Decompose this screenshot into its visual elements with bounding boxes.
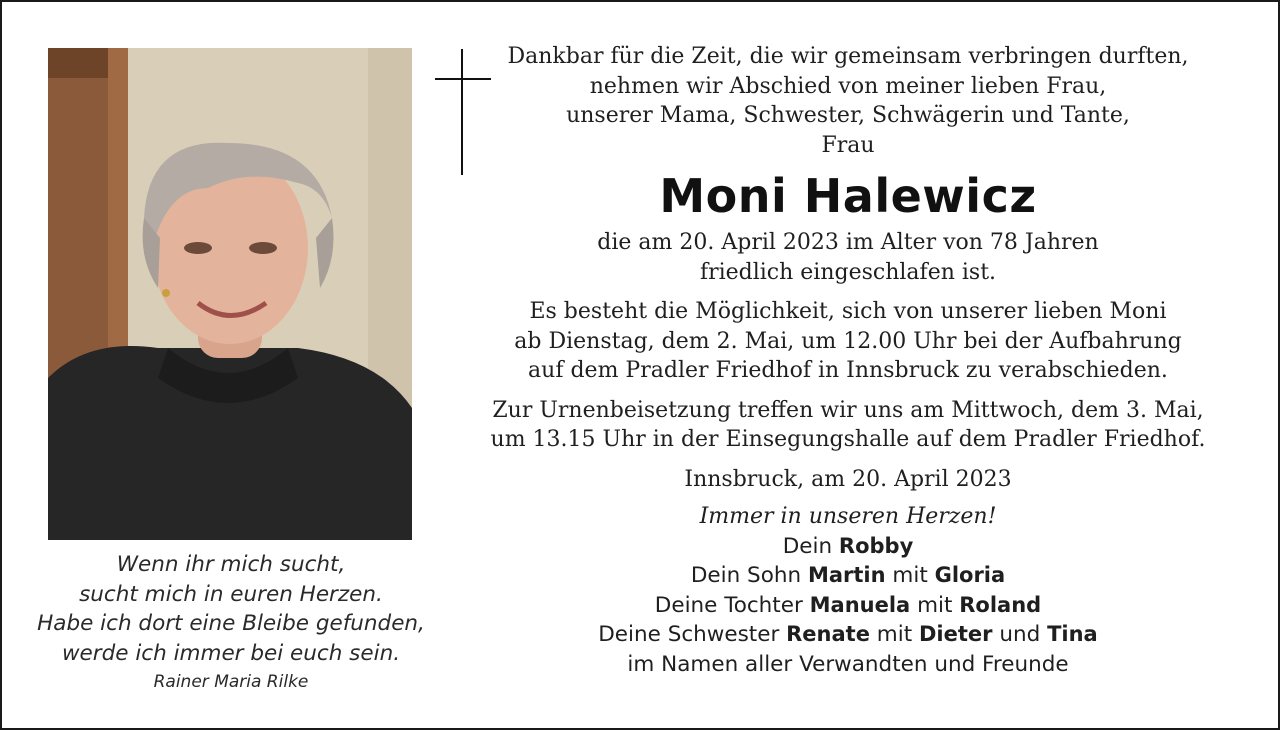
poem-line: sucht mich in euren Herzen. xyxy=(79,581,383,607)
intro-line: unserer Mama, Schwester, Schwägerin und Tante, xyxy=(566,103,1130,128)
portrait-image xyxy=(48,48,412,540)
family-line-son: Dein Sohn Martin mit Gloria xyxy=(690,563,1006,588)
burial-line: um 13.15 Uhr in der Einsegungshalle auf dem Pradler Friedhof. xyxy=(490,427,1206,452)
poem-line: Habe ich dort eine Bleibe gefunden, xyxy=(37,611,425,636)
death-line: friedlich eingeschlafen ist. xyxy=(699,259,997,285)
intro-line: nehmen wir Abschied von meiner lieben Frau, xyxy=(589,73,1107,99)
viewing-line: ab Dienstag, dem 2. Mai, um 12.00 Uhr bei der Aufbahrung xyxy=(514,328,1182,354)
family-line-sister: Deine Schwester Renate mit Dieter und Tina xyxy=(598,622,1098,647)
obituary-text xyxy=(478,42,1218,679)
viewing-line: auf dem Pradler Friedhof in Innsbruck zu verabschieden. xyxy=(528,358,1168,383)
burial-line: Zur Urnenbeisetzung treffen wir uns am Mittwoch, dem 3. Mai, xyxy=(492,397,1204,423)
family-line-daughter: Deine Tochter Manuela mit Roland xyxy=(654,592,1042,618)
rilke-poem xyxy=(16,550,446,694)
death-line: die am 20. April 2023 im Alter von 78 Jahren xyxy=(597,230,1099,255)
portrait-photo xyxy=(48,48,412,540)
deceased-name: Moni Halewicz xyxy=(659,169,1037,223)
poem-line: werde ich immer bei euch sein. xyxy=(61,640,401,666)
intro-line: Dankbar für die Zeit, die wir gemeinsam verbringen durften, xyxy=(507,44,1189,69)
poem-author: Rainer Maria Rilke xyxy=(153,672,309,692)
motto: Immer in unseren Herzen! xyxy=(699,504,997,529)
place-date: Innsbruck, am 20. April 2023 xyxy=(684,466,1012,492)
intro-line: Frau xyxy=(821,132,875,158)
poem-line: Wenn ihr mich sucht, xyxy=(116,552,346,577)
viewing-line: Es besteht die Möglichkeit, sich von unserer lieben Moni xyxy=(529,299,1167,324)
family-line-husband: Dein Robby xyxy=(782,533,914,559)
family-line-relatives: im Namen aller Verwandten und Freunde xyxy=(627,651,1069,677)
